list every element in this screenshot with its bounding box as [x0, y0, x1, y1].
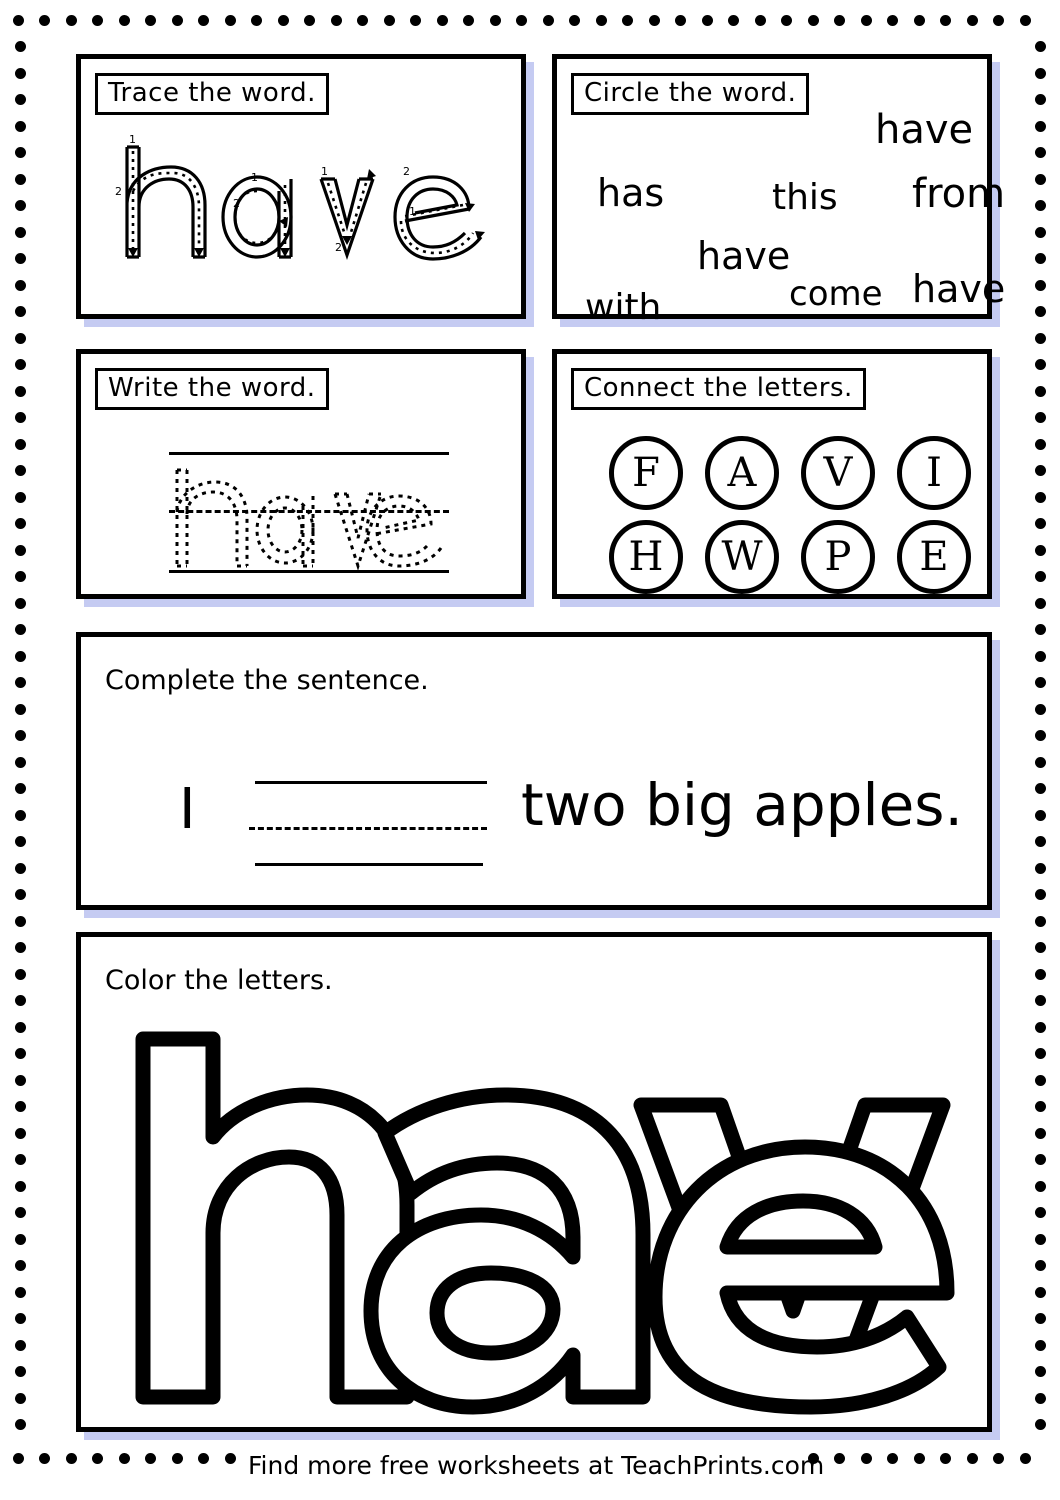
word-option-have-3[interactable]: have	[912, 267, 1006, 311]
svg-text:2: 2	[335, 241, 342, 254]
write-panel-label: Write the word.	[95, 368, 329, 410]
svg-text:1: 1	[251, 171, 258, 184]
word-option-have-1[interactable]: have	[875, 107, 974, 153]
sentence-lead-word: I	[179, 777, 196, 842]
word-option-has[interactable]: has	[597, 171, 665, 215]
color-panel	[76, 932, 992, 1432]
word-option-have-2[interactable]: have	[697, 234, 791, 278]
connect-panel-label: Connect the letters.	[571, 368, 866, 410]
write-line-top	[169, 452, 449, 455]
letter-circle-v[interactable]: V	[801, 436, 875, 510]
blank-line-mid	[249, 827, 487, 830]
connect-panel	[552, 349, 992, 599]
word-option-this[interactable]: this	[772, 177, 838, 218]
svg-text:1: 1	[321, 165, 328, 178]
word-option-come[interactable]: come	[789, 274, 883, 314]
svg-text:2: 2	[233, 197, 240, 210]
write-panel	[76, 349, 526, 599]
worksheet-sheet	[44, 32, 1016, 1468]
letter-circle-i[interactable]: I	[897, 436, 971, 510]
sentence-panel-label: Complete the sentence.	[105, 665, 429, 696]
letter-circle-e[interactable]: E	[897, 520, 971, 594]
svg-text:2: 2	[115, 185, 122, 198]
letter-circle-h[interactable]: H	[609, 520, 683, 594]
trace-panel-label: Trace the word.	[95, 73, 329, 115]
word-option-with[interactable]: with	[585, 287, 662, 328]
trace-panel	[76, 54, 526, 319]
letter-circle-f[interactable]: F	[609, 436, 683, 510]
blank-line-bottom	[255, 863, 483, 866]
sentence-rest-text: two big apples.	[521, 771, 963, 839]
sentence-blank[interactable]	[249, 765, 489, 855]
color-word-outline[interactable]	[121, 1025, 961, 1415]
write-trace-word-graphic[interactable]	[173, 466, 448, 574]
circle-panel	[552, 54, 1006, 328]
trace-word-graphic	[109, 129, 499, 289]
letter-circle-w[interactable]: W	[705, 520, 779, 594]
blank-line-top	[255, 781, 487, 784]
sentence-panel	[76, 632, 992, 910]
svg-text:1: 1	[129, 133, 136, 146]
letter-circle-p[interactable]: P	[801, 520, 875, 594]
svg-text:1: 1	[409, 205, 416, 218]
footer-credit: Find more free worksheets at TeachPrints.com	[248, 1451, 825, 1480]
letter-circle-a[interactable]: A	[705, 436, 779, 510]
word-option-from[interactable]: from	[912, 171, 1006, 217]
svg-text:2: 2	[403, 165, 410, 178]
circle-panel-label: Circle the word.	[571, 73, 809, 115]
color-panel-label: Color the letters.	[105, 965, 333, 996]
